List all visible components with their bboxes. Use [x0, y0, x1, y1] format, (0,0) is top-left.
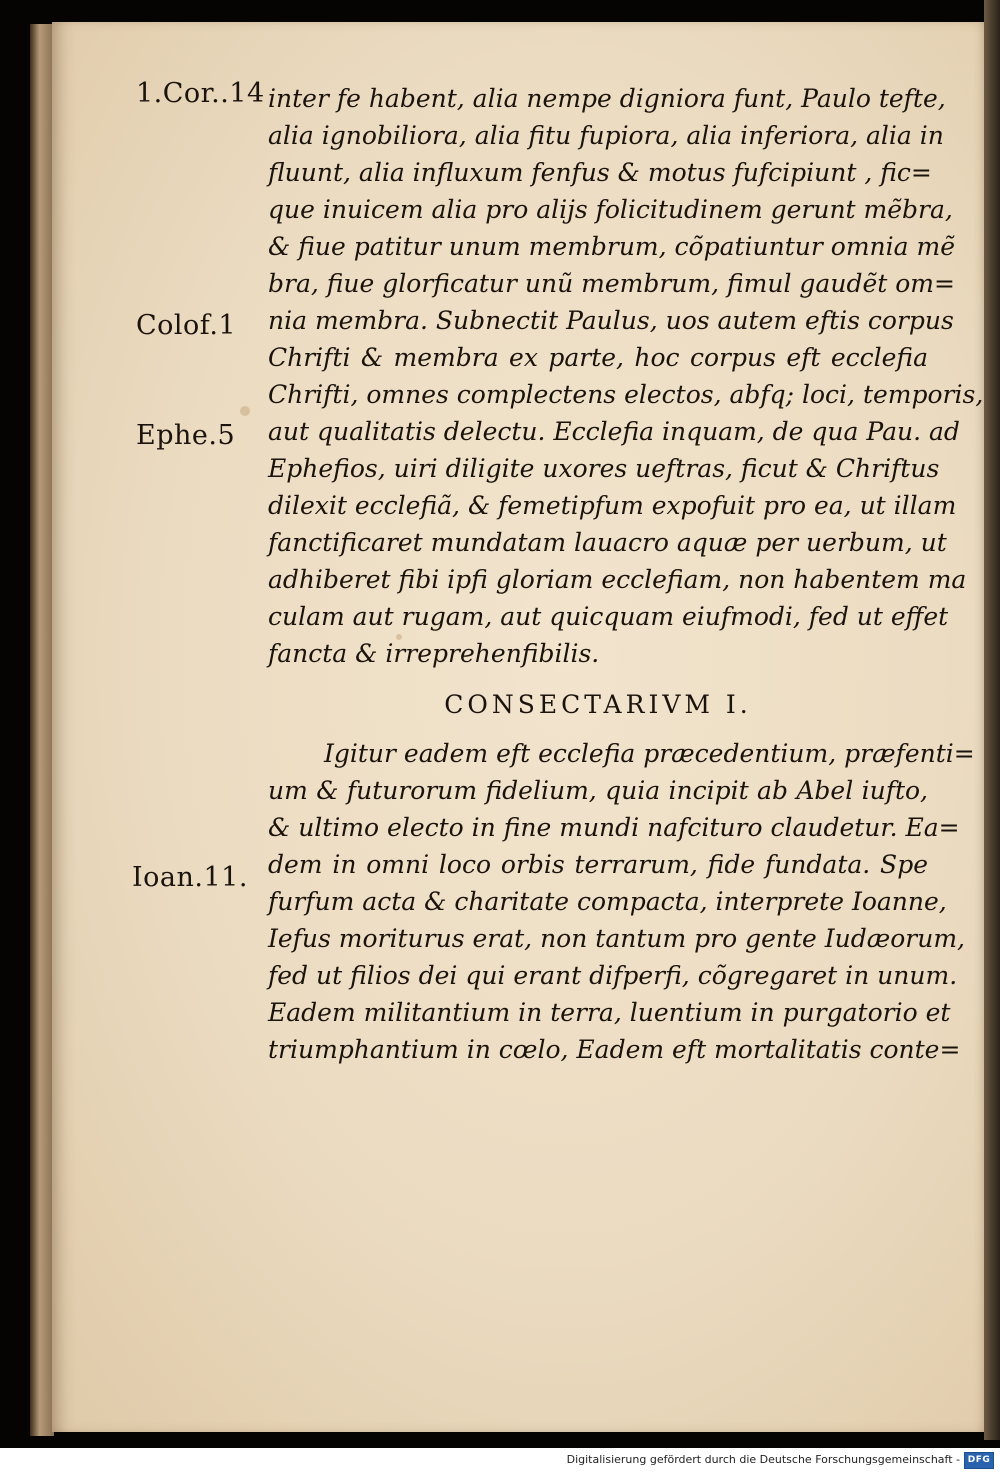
text-line: nia membra. Subnectit Paulus, uos autem eftis corpus: [268, 306, 954, 335]
text-line: & ultimo electo in fine mundi nafcituro claudetur. Ea=: [268, 813, 960, 842]
margin-note: Ioan.11.: [132, 862, 248, 893]
text-line: que inuicem alia pro alijs folicitudinem gerunt mẽbra,: [268, 195, 953, 224]
text-line: um & futurorum fidelium, quia incipit ab Abel iufto,: [268, 776, 928, 805]
margin-note: Ephe.5: [136, 420, 236, 451]
margin-notes: [52, 22, 272, 1432]
main-text: [268, 80, 984, 1068]
text-line: & fiue patitur unum membrum, cõpatiuntur omnia mẽ: [268, 232, 955, 261]
text-line: bra, fiue glorficatur unũ membrum, fimul gaudẽt om=: [268, 269, 955, 298]
text-line: Eadem militantium in terra, luentium in purgatorio et: [268, 998, 951, 1027]
text-line: culam aut rugam, aut quicquam eiufmodi, fed ut effet: [268, 602, 949, 631]
text-line: Chrifti & membra ex parte, hoc corpus eft ecclefia: [268, 343, 928, 372]
margin-note: Colof.1: [136, 310, 237, 341]
text-line: Iefus moriturus erat, non tantum pro gente Iudæorum,: [268, 924, 965, 953]
book-edge-left: [30, 24, 54, 1436]
footer-bar: [0, 1448, 1000, 1472]
text-line: fed ut filios dei qui erant difperfi, cõgregaret in unum.: [268, 961, 958, 990]
text-line: triumphantium in cœlo, Eadem eft mortalitatis conte=: [268, 1035, 961, 1064]
text-line: inter fe habent, alia nempe digniora funt, Paulo tefte,: [268, 84, 946, 113]
text-line: dilexit ecclefiã, & femetipfum expofuit pro ea, ut illam: [268, 491, 957, 520]
text-line: alia ignobiliora, alia fitu fupiora, alia inferiora, alia in: [268, 121, 944, 150]
text-line: fanctificaret mundatam lauacro aquæ per uerbum, ut: [268, 528, 947, 557]
margin-note: 1.Cor..14: [136, 78, 265, 109]
section-heading: CONSECTARIVM I.: [444, 690, 752, 719]
book-page: [52, 22, 984, 1432]
text-line: fancta & irreprehenfibilis.: [268, 639, 600, 668]
funding-notice: Digitalisierung gefördert durch die Deutsche Forschungsgemeinschaft -: [566, 1453, 960, 1466]
dfg-logo-icon: DFG: [964, 1452, 994, 1469]
book-edge-right: [984, 0, 1000, 1440]
text-line: Igitur eadem eft ecclefia præcedentium, præfenti=: [324, 739, 975, 768]
text-line: Ephefios, uiri diligite uxores ueftras, ficut & Chriftus: [268, 454, 940, 483]
text-line: Chrifti, omnes complectens electos, abfq; loci, temporis,: [268, 380, 984, 409]
text-line: fluunt, alia influxum fenfus & motus fufcipiunt , fic=: [268, 158, 932, 187]
text-line: aut qualitatis delectu. Ecclefia inquam, de qua Pau. ad: [268, 417, 960, 446]
text-line: furfum acta & charitate compacta, interprete Ioanne,: [268, 887, 947, 916]
text-line: dem in omni loco orbis terrarum, fide fundata. Spe: [268, 850, 928, 879]
text-line: adhiberet fibi ipfi gloriam ecclefiam, non habentem ma: [268, 565, 967, 594]
